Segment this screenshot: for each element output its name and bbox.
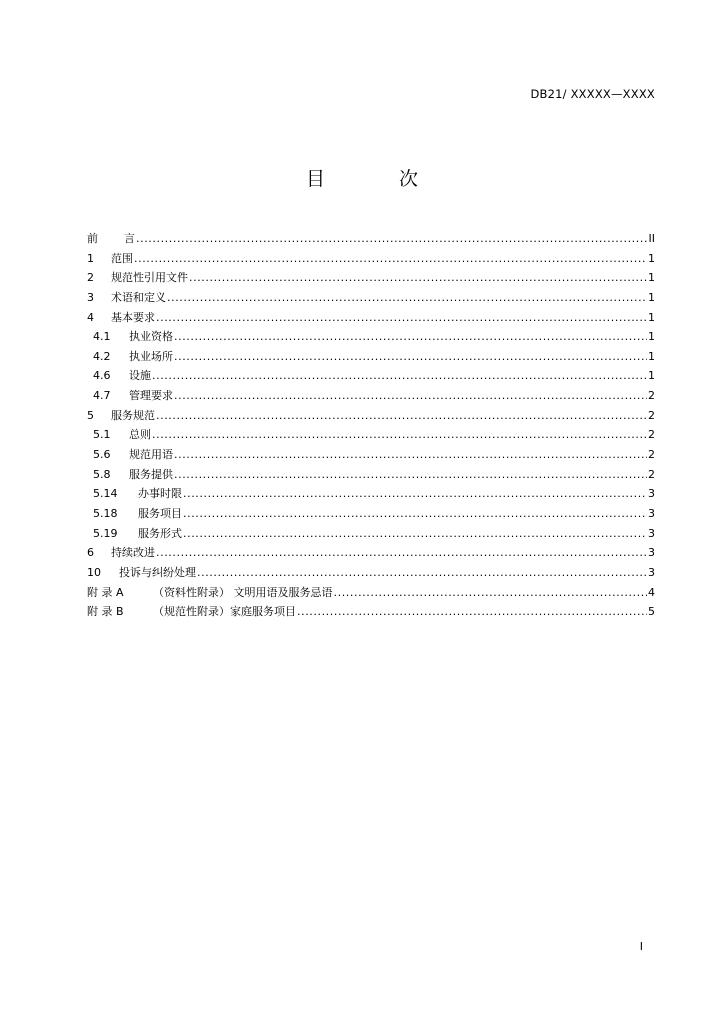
toc-dot-leader (183, 484, 647, 504)
toc-dot-leader (156, 308, 647, 328)
toc-entry-page: 1 (648, 330, 655, 344)
toc-entry-number: 5.8 (93, 467, 111, 481)
toc-entry[interactable] (87, 583, 655, 603)
toc-entry-page: 2 (648, 408, 655, 422)
toc-entry-number: 5.14 (93, 487, 118, 501)
toc-entry-page: 5 (648, 605, 655, 619)
toc-entry-page: II (648, 232, 655, 245)
toc-entry-page: 1 (648, 290, 655, 304)
toc-entry-title: 基本要求 (111, 310, 155, 324)
toc-entry-page: 2 (648, 389, 655, 403)
page-number: I (639, 940, 643, 953)
toc-entry[interactable] (87, 445, 655, 465)
toc-entry-title: 持续改进 (111, 546, 155, 560)
toc-entry-title: 服务提供 (129, 467, 173, 481)
toc-entry-number: 附 录 B (87, 605, 124, 619)
toc-entry-number: 4.6 (93, 369, 111, 383)
toc-entry[interactable] (87, 504, 655, 524)
toc-entry-page: 1 (648, 310, 655, 324)
toc-entry-number: 5.19 (93, 526, 118, 540)
toc-entry-title: 服务形式 (138, 526, 182, 540)
toc-entry-number: 1 (87, 251, 94, 265)
toc-entry-title: 办事时限 (138, 487, 182, 501)
toc-entry-number: 6 (87, 546, 94, 560)
toc-entry[interactable] (87, 366, 655, 386)
toc-entry-title: 范围 (111, 251, 133, 265)
toc-entry-number: 前 (87, 232, 98, 245)
toc-entry[interactable] (87, 484, 655, 504)
toc-entry-page: 3 (648, 487, 655, 501)
toc-dot-leader (152, 425, 647, 445)
toc-dot-leader (167, 288, 647, 308)
toc-entry[interactable] (87, 386, 655, 406)
toc-entry[interactable] (87, 347, 655, 367)
toc-entry-page: 3 (648, 506, 655, 520)
document-code: DB21/ XXXXX—XXXX (530, 87, 655, 101)
toc-entry[interactable] (87, 288, 655, 308)
toc-dot-leader (183, 524, 647, 544)
toc-entry-page: 3 (648, 565, 655, 579)
toc-dot-leader (297, 602, 647, 622)
toc-entry-number: 附 录 A (87, 585, 124, 599)
toc-entry-title: （规范性附录）家庭服务项目 (153, 605, 296, 619)
toc-entry-title: 投诉与纠纷处理 (119, 565, 196, 579)
toc-entry[interactable] (87, 229, 655, 249)
toc-entry-page: 3 (648, 526, 655, 540)
toc-entry-number: 3 (87, 290, 94, 304)
toc-entry-page: 1 (648, 251, 655, 265)
toc-entry-title: 服务规范 (111, 408, 155, 422)
toc-entry[interactable] (87, 249, 655, 269)
toc-entry-number: 4 (87, 310, 94, 324)
toc-entry-title: 规范用语 (129, 448, 173, 462)
toc-entry-title: 执业资格 (129, 330, 173, 344)
toc-dot-leader (174, 445, 647, 465)
toc-entry-page: 2 (648, 448, 655, 462)
toc-entry[interactable] (87, 524, 655, 544)
toc-entry[interactable] (87, 425, 655, 445)
toc-entry-page: 1 (648, 349, 655, 363)
toc-entry[interactable] (87, 406, 655, 426)
toc-entry-number: 5.18 (93, 506, 118, 520)
toc-entry[interactable] (87, 543, 655, 563)
toc-entry[interactable] (87, 308, 655, 328)
toc-dot-leader (334, 583, 648, 603)
toc-entry-page: 1 (648, 369, 655, 383)
toc-entry[interactable] (87, 327, 655, 347)
toc-entry-page: 3 (648, 546, 655, 560)
toc-entry-number: 4.7 (93, 389, 111, 403)
toc-dot-leader (156, 543, 647, 563)
toc-dot-leader (174, 386, 647, 406)
toc-entry-page: 2 (648, 428, 655, 442)
toc-entry-title: 言 (124, 232, 135, 245)
toc-dot-leader (197, 563, 647, 583)
toc-dot-leader (189, 268, 647, 288)
toc-entry[interactable] (87, 563, 655, 583)
toc-dot-leader (136, 229, 648, 249)
toc-dot-leader (134, 249, 647, 269)
toc-entry-number: 4.2 (93, 349, 111, 363)
table-of-contents (87, 229, 655, 622)
toc-dot-leader (152, 366, 647, 386)
toc-entry-title: 术语和定义 (111, 290, 166, 304)
toc-entry-number: 5 (87, 408, 94, 422)
toc-entry-title: 服务项目 (138, 506, 182, 520)
toc-entry-number: 10 (87, 565, 101, 579)
toc-entry-page: 2 (648, 467, 655, 481)
toc-entry-title: 执业场所 (129, 349, 173, 363)
toc-entry-title: （资料性附录） 文明用语及服务忌语 (153, 585, 333, 599)
toc-entry-number: 2 (87, 271, 94, 285)
toc-title: 目 次 (305, 168, 453, 190)
toc-entry-page: 1 (648, 271, 655, 285)
toc-entry-page: 4 (648, 585, 655, 599)
toc-dot-leader (174, 327, 647, 347)
toc-entry-title: 规范性引用文件 (111, 271, 188, 285)
toc-entry[interactable] (87, 602, 655, 622)
toc-entry-number: 5.1 (93, 428, 111, 442)
toc-dot-leader (174, 465, 647, 485)
toc-entry[interactable] (87, 465, 655, 485)
toc-entry-number: 4.1 (93, 330, 111, 344)
toc-entry-title: 总则 (129, 428, 151, 442)
toc-entry[interactable] (87, 268, 655, 288)
toc-entry-title: 设施 (129, 369, 151, 383)
toc-entry-number: 5.6 (93, 448, 111, 462)
toc-entry-title: 管理要求 (129, 389, 173, 403)
toc-dot-leader (183, 504, 647, 524)
toc-dot-leader (156, 406, 647, 426)
toc-dot-leader (174, 347, 647, 367)
